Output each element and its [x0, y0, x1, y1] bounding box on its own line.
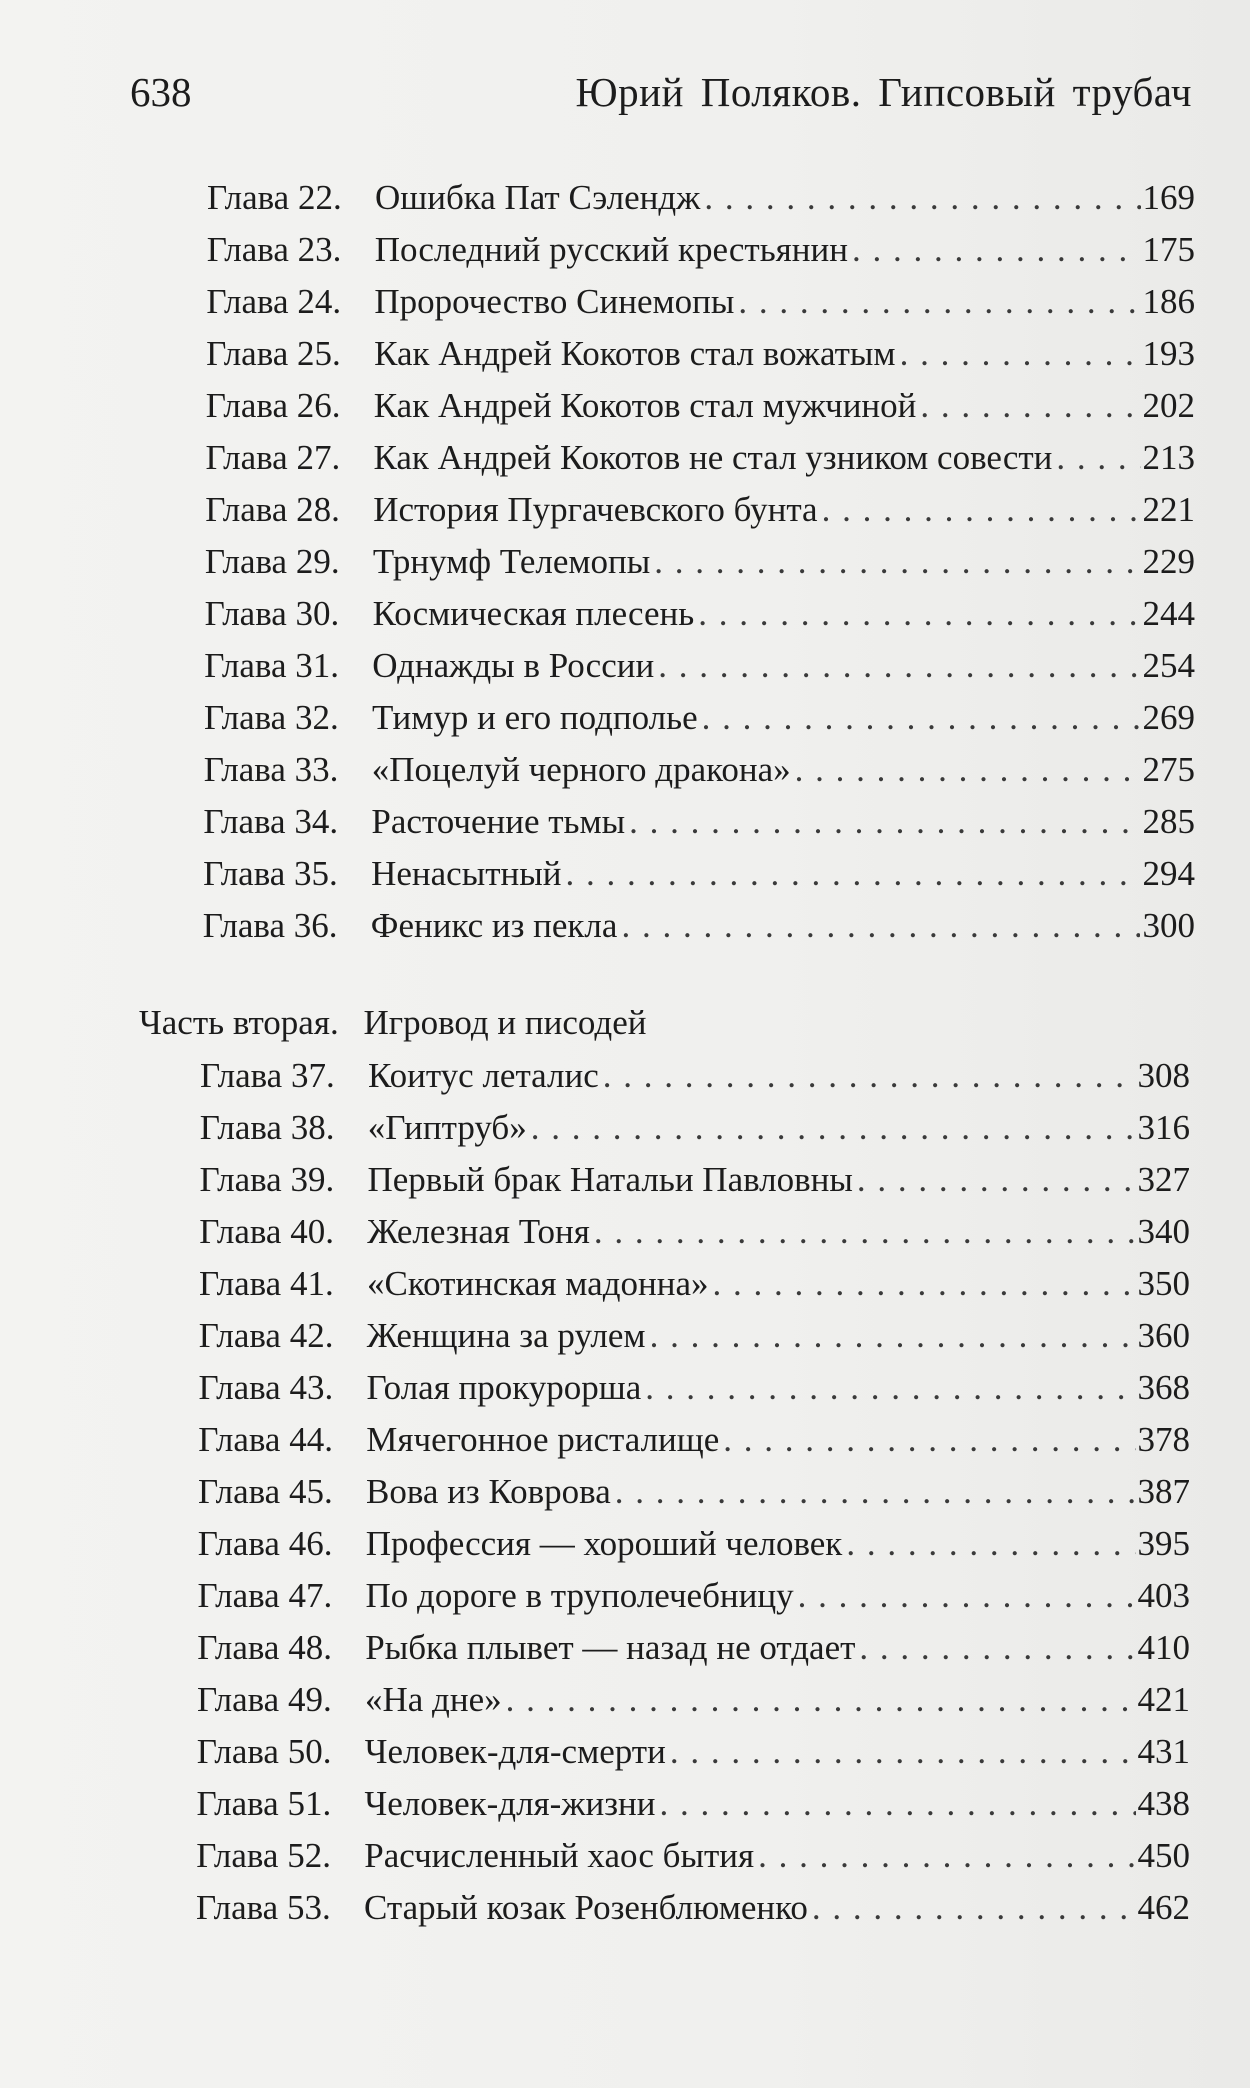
dot-leader [645, 1362, 1135, 1414]
toc-entry [207, 224, 1195, 276]
chapter-title: Тимур и его подполье [372, 698, 698, 737]
chapter-page-number: 186 [1142, 282, 1195, 321]
chapter-label: Глава 33. [203, 750, 339, 789]
chapter-label: Глава 48. [197, 1628, 332, 1667]
chapter-page-number: 360 [1137, 1316, 1190, 1355]
toc-entry [205, 484, 1195, 536]
toc-entry [198, 1570, 1191, 1622]
chapter-title: «Гиптруб» [367, 1108, 527, 1147]
dot-leader [704, 172, 1140, 224]
chapter-title: История Пургачевского бунта [373, 490, 818, 529]
toc-entry [197, 1674, 1190, 1726]
toc-entry [200, 1050, 1190, 1102]
chapter-label: Глава 23. [206, 230, 342, 269]
dot-leader [812, 1882, 1136, 1934]
chapter-page-number: 431 [1137, 1732, 1190, 1771]
page-number: 638 [130, 69, 192, 115]
chapter-page-number: 340 [1137, 1212, 1190, 1251]
chapter-page-number: 300 [1142, 906, 1195, 945]
chapter-label: Глава 39. [199, 1160, 335, 1199]
chapter-page-number: 403 [1137, 1576, 1190, 1615]
chapter-title: Как Андрей Кокотов стал мужчиной [373, 386, 917, 425]
toc-entry [198, 1414, 1190, 1466]
dot-leader [822, 484, 1141, 536]
toc-entry [200, 1154, 1191, 1206]
chapter-title: Человек-для-жизни [364, 1784, 656, 1823]
chapter-label: Глава 49. [197, 1680, 332, 1719]
chapter-label: Глава 45. [198, 1472, 333, 1511]
toc-entry [197, 1778, 1191, 1830]
chapter-label: Глава 47. [197, 1576, 333, 1615]
dot-leader [920, 380, 1140, 432]
chapter-page-number: 221 [1142, 490, 1195, 529]
chapter-title: «На дне» [365, 1680, 502, 1719]
dot-leader [654, 536, 1140, 588]
dot-leader [702, 692, 1141, 744]
chapter-label: Глава 44. [198, 1420, 333, 1459]
chapter-title: «Поцелуй черного дракона» [371, 750, 791, 789]
chapter-label: Глава 40. [199, 1212, 334, 1251]
dot-leader [713, 1258, 1136, 1310]
chapter-label: Глава 51. [196, 1784, 332, 1823]
toc-entry [199, 1310, 1190, 1362]
chapter-page-number: 438 [1137, 1784, 1190, 1823]
dot-leader [615, 1466, 1136, 1518]
toc-entry [198, 1518, 1190, 1570]
chapter-title: Первый брак Натальи Павловны [367, 1160, 853, 1199]
dot-leader [621, 900, 1140, 952]
dot-leader [846, 1518, 1135, 1570]
chapter-title: Трнумф Телемопы [372, 542, 651, 581]
dot-leader [900, 328, 1141, 380]
toc-entry [199, 1206, 1190, 1258]
toc-entry [204, 744, 1195, 796]
chapter-title: Как Андрей Кокотов не стал узником совести [373, 438, 1053, 477]
chapter-page-number: 169 [1142, 178, 1195, 217]
chapter-title: Феникс из пекла [370, 906, 618, 945]
dot-leader [629, 796, 1140, 848]
chapter-title: Старый козак Розенблюменко [364, 1888, 808, 1927]
dot-leader [798, 1570, 1136, 1622]
chapter-page-number: 275 [1142, 750, 1195, 789]
chapter-title: «Скотинская мадонна» [367, 1264, 709, 1303]
chapter-label: Глава 42. [198, 1316, 334, 1355]
chapter-label: Глава 29. [204, 542, 340, 581]
dot-leader [670, 1726, 1136, 1778]
dot-leader [566, 848, 1141, 900]
chapter-page-number: 285 [1142, 802, 1195, 841]
chapter-page-number: 213 [1142, 438, 1195, 477]
toc-entry [206, 432, 1196, 484]
dot-leader [857, 1154, 1136, 1206]
page-header [130, 62, 1192, 122]
toc-entry [206, 328, 1195, 380]
part-heading [139, 997, 646, 1049]
chapter-label: Глава 28. [205, 490, 340, 529]
chapter-label: Глава 32. [204, 698, 339, 737]
chapter-label: Глава 27. [205, 438, 341, 477]
chapter-title: Космическая плесень [372, 594, 695, 633]
chapter-page-number: 450 [1137, 1836, 1190, 1875]
toc-entry [198, 1466, 1190, 1518]
chapter-label: Глава 22. [207, 178, 342, 217]
toc-entry [199, 1362, 1191, 1414]
toc-entry [200, 1102, 1190, 1154]
toc-entry [203, 796, 1195, 848]
chapter-label: Глава 34. [203, 802, 339, 841]
chapter-page-number: 387 [1137, 1472, 1190, 1511]
chapter-label: Глава 30. [204, 594, 340, 633]
dot-leader [603, 1050, 1136, 1102]
dot-leader [531, 1102, 1136, 1154]
chapter-title: Голая прокурорша [366, 1368, 642, 1407]
chapter-label: Глава 38. [199, 1108, 335, 1147]
chapter-title: Последний русский крестьянин [374, 230, 848, 269]
toc-entry [197, 1726, 1190, 1778]
part-title: Игровод и писодей [363, 1003, 647, 1042]
chapter-page-number: 254 [1142, 646, 1195, 685]
dot-leader [723, 1414, 1135, 1466]
chapter-title: Однажды в России [372, 646, 655, 685]
chapter-label: Глава 43. [198, 1368, 334, 1407]
chapter-title: Пророчество Синемопы [374, 282, 735, 321]
toc-entry [205, 536, 1195, 588]
chapter-label: Глава 53. [196, 1888, 331, 1927]
dot-leader [852, 224, 1141, 276]
chapter-page-number: 244 [1142, 594, 1195, 633]
chapter-page-number: 410 [1137, 1628, 1190, 1667]
dot-leader [859, 1622, 1135, 1674]
chapter-label: Глава 41. [199, 1264, 334, 1303]
toc-entry [199, 1258, 1190, 1310]
toc-entry [204, 640, 1195, 692]
chapter-page-number: 395 [1137, 1524, 1190, 1563]
chapter-title: Ненасытный [371, 854, 562, 893]
toc-entry [204, 692, 1195, 744]
toc-entry [206, 276, 1195, 328]
toc-entry [197, 1622, 1190, 1674]
dot-leader [758, 1830, 1135, 1882]
chapter-page-number: 421 [1137, 1680, 1190, 1719]
chapter-page-number: 327 [1137, 1160, 1190, 1199]
toc-entry [206, 380, 1195, 432]
chapter-title: Расчисленный хаос бытия [364, 1836, 755, 1875]
chapter-page-number: 462 [1137, 1888, 1190, 1927]
chapter-page-number: 175 [1142, 230, 1195, 269]
chapter-page-number: 316 [1137, 1108, 1190, 1147]
chapter-title: Человек-для-смерти [364, 1732, 666, 1771]
chapter-label: Глава 52. [196, 1836, 331, 1875]
dot-leader [1056, 432, 1140, 484]
chapter-title: По дороге в труполечебницу [365, 1576, 794, 1615]
chapter-label: Глава 25. [206, 334, 341, 373]
chapter-page-number: 368 [1137, 1368, 1190, 1407]
chapter-page-number: 308 [1137, 1056, 1190, 1095]
chapter-title: Женщина за рулем [366, 1316, 646, 1355]
chapter-page-number: 193 [1142, 334, 1195, 373]
chapter-label: Глава 46. [197, 1524, 333, 1563]
chapter-title: Мячегонное ристалище [366, 1420, 720, 1459]
toc-entry [196, 1882, 1190, 1934]
dot-leader [795, 744, 1141, 796]
toc-entry [196, 1830, 1190, 1882]
chapter-page-number: 202 [1142, 386, 1195, 425]
chapter-label: Глава 24. [206, 282, 342, 321]
toc-entry [203, 900, 1195, 952]
chapter-title: Расточение тьмы [371, 802, 626, 841]
chapter-label: Глава 31. [204, 646, 339, 685]
chapter-title: Коитус леталис [368, 1056, 599, 1095]
chapter-page-number: 294 [1142, 854, 1195, 893]
chapter-title: Вова из Коврова [366, 1472, 611, 1511]
toc-entry [203, 848, 1195, 900]
dot-leader [650, 1310, 1136, 1362]
chapter-title: Рыбка плывет — назад не отдает [365, 1628, 856, 1667]
chapter-page-number: 378 [1137, 1420, 1190, 1459]
chapter-page-number: 229 [1142, 542, 1195, 581]
chapter-label: Глава 36. [202, 906, 338, 945]
dot-leader [658, 640, 1140, 692]
chapter-title: Железная Тоня [367, 1212, 590, 1251]
chapter-page-number: 350 [1137, 1264, 1190, 1303]
chapter-title: Профессия — хороший человек [365, 1524, 843, 1563]
part-label: Часть вторая. [139, 1003, 339, 1042]
chapter-title: Ошибка Пат Сэлендж [375, 178, 701, 217]
dot-leader [738, 276, 1140, 328]
toc-entry [207, 172, 1195, 224]
chapter-title: Как Андрей Кокотов стал вожатым [374, 334, 896, 373]
chapter-page-number: 269 [1142, 698, 1195, 737]
chapter-label: Глава 37. [200, 1056, 335, 1095]
dot-leader [660, 1778, 1136, 1830]
chapter-label: Глава 50. [196, 1732, 332, 1771]
chapter-label: Глава 26. [205, 386, 341, 425]
toc-entry [205, 588, 1195, 640]
dot-leader [594, 1206, 1136, 1258]
dot-leader [506, 1674, 1136, 1726]
dot-leader [698, 588, 1140, 640]
running-title: Юрий Поляков. Гипсовый трубач [575, 69, 1192, 115]
chapter-label: Глава 35. [203, 854, 338, 893]
